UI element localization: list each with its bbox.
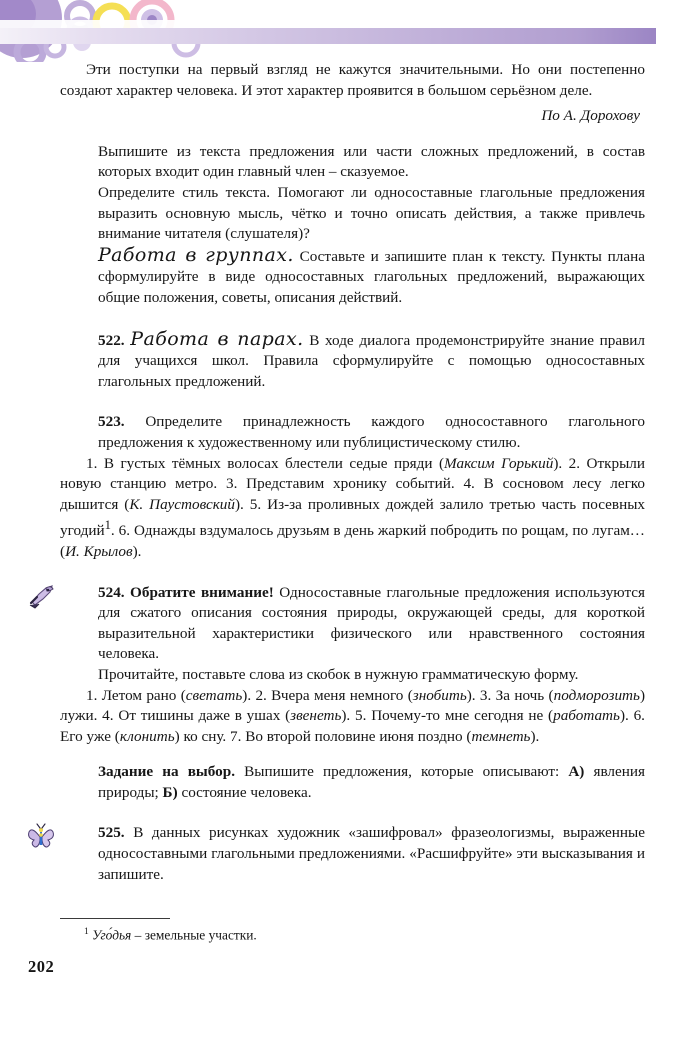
choice-task-text: Выпишите предложения, которые описывают: А) явления природы; Б) состояние человека. [98,763,645,801]
header-gradient-bar [0,28,656,44]
exercise-524-instruction: Прочитайте, поставьте слова из скобок в нужную грамматическую форму. [98,665,579,683]
exercise-523 [98,412,645,453]
excerpt-paragraph: Эти поступки на первый взгляд не кажутся значительными. Но они постепенно создают характер человека. И этот характер проявится в большом серьёзном деле. [60,61,645,99]
group-work-label: Работа в группах. [98,243,294,266]
exercise-524-number: 524. [98,583,125,601]
exercise-524-lead: Обратите внимание! [130,583,274,601]
pair-work-label: Работа в парах. [130,327,304,350]
excerpt-attribution: По А. Дорохову [541,107,640,125]
exercise-525-block [60,823,645,885]
exercise-522-text: В ходе диалога продемонстрируйте знание правил для учащихся школ. Правила сформулируйте с помощью односоставных глагольных предложений. [98,331,645,390]
exercise-523-number: 523. [98,413,125,431]
exercise-524-block [60,583,645,686]
page-number: 202 [28,957,55,976]
exercise-522-block [60,329,645,393]
exercise-523-sentences: 1. В густых тёмных волосах блестели седые пряди (Максим Горький). 2. Открыли новую станцию метро. 3. Представим хронику событий. 4. В сосновом лесу легко дышится (К. Паустовский). 5. Из-за проливных дождей залило третью часть посевных угодий$^1$. 6. Однажды вздумалось друзьям в день жаркий побродить по рощам, по лугам… (И. Крылов). [60,454,646,560]
footnote-marker: 1 [84,927,89,937]
task-521-block [60,142,645,309]
footnote-definition: – земельные участки. [131,927,257,943]
decor-mask-band [0,20,210,28]
exercise-524-sentences: 1. Летом рано (светать). 2. Вчера меня немного (знобить). 3. За ночь (подморозить) лужи. 4. От тишины даже в ушах (звенеть). 5. Почему-то мне сегодня не (работать). 6. Его уже (клонить) ко сну. 7. Во второй половине июня поздно (темнеть). [60,686,645,745]
exercise-522 [98,329,645,393]
exercise-525-text: В данных рисунках художник «зашифровал» фразеологизмы, выраженные односоставными глагольными предложениями. «Расшифруйте» эти высказывания и запишите. [98,824,645,883]
exercise-524-choice-block [60,762,645,803]
footnote-divider [60,918,170,919]
decorative-header [0,0,700,62]
page-content [0,60,700,885]
group-work-text: Составьте и запишите план к тексту. Пункты плана сформулируйте в виде односоставных глагольных предложений, выражающих общие положения, советы, описания действий. [98,247,645,306]
butterfly-icon [26,823,56,851]
exercise-523-block [60,412,645,453]
footnote-term: Уго́дья [92,927,132,943]
footnote-text [60,924,620,943]
exercise-524-choice [98,762,645,803]
choice-task-label: Задание на выбор. [98,763,235,781]
bird-pen-icon [26,583,56,611]
exercise-524-text: Односоставные глагольные предложения используются для сжатого описания состояния природы, окружающей среды, для короткой выразительной характеристики физического или нравственного состояния человека. [98,583,645,663]
exercise-525-number: 525. [98,824,125,842]
task-521-group-work [98,245,645,309]
exercise-525 [98,823,645,885]
exercise-524 [98,583,645,665]
task-521-line-1: Выпишите из текста предложения или части сложных предложений, в состав которых входит один главный член – сказуемое. [98,142,645,181]
task-521-line-2: Определите стиль текста. Помогают ли односоставные глагольные предложения выразить основную мысль, чётко и точно описать действия, а также привлечь внимание читателя (слушателя)? [98,183,645,243]
exercise-523-text: Определите принадлежность каждого односоставного глагольного предложения к художественному или публицистическому стилю. [98,413,646,451]
exercise-522-number: 522. [98,331,125,349]
footnote-area [60,918,620,943]
